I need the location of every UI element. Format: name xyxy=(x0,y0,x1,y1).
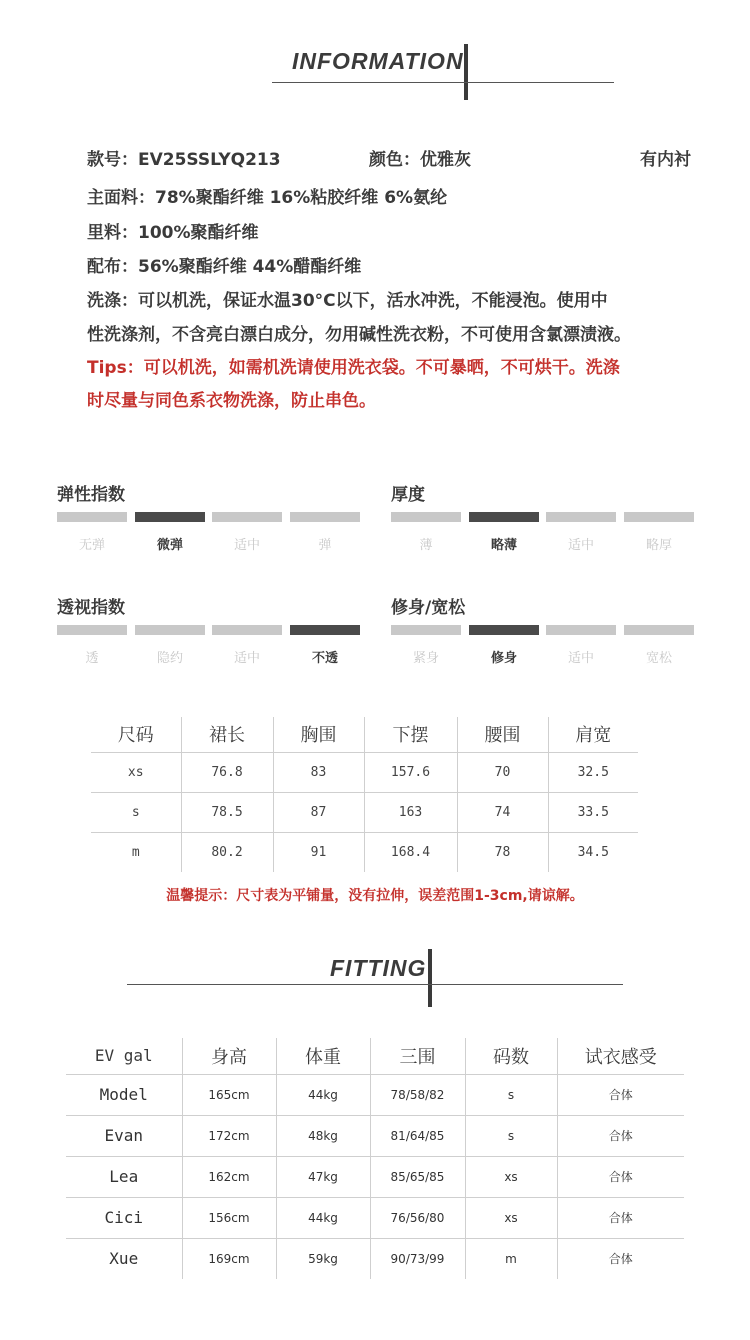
table-cell: 合体 xyxy=(557,1115,684,1156)
meter-label: 紧身 xyxy=(412,651,439,666)
main-fabric: 主面料：78%聚酯纤维 16%粘胶纤维 6%氨纶 xyxy=(87,188,448,208)
meter-segment xyxy=(624,512,694,522)
fitting-table xyxy=(66,1038,684,1279)
table-cell: 33.5 xyxy=(548,792,638,832)
column-header: 肩宽 xyxy=(548,717,638,752)
column-header: 尺码 xyxy=(91,717,181,752)
table-cell: 合体 xyxy=(557,1156,684,1197)
table-cell: 70 xyxy=(457,752,548,792)
trim-fabric: 配布：56%聚酯纤维 44%醋酯纤维 xyxy=(87,257,362,277)
column-header: 身高 xyxy=(182,1038,276,1074)
table-cell: m xyxy=(465,1238,557,1279)
column-header: 胸围 xyxy=(273,717,364,752)
lining-fabric: 里料：100%聚酯纤维 xyxy=(87,223,259,243)
meter-label: 修身 xyxy=(490,651,517,666)
table-cell: s xyxy=(465,1074,557,1115)
meter-label: 无弹 xyxy=(78,538,105,553)
column-header: 下摆 xyxy=(364,717,457,752)
table-row xyxy=(91,792,638,832)
meter-title: 弹性指数 xyxy=(57,485,125,505)
table-cell: 47kg xyxy=(276,1156,370,1197)
lining-flag: 有内衬 xyxy=(640,150,691,170)
table-cell: 78 xyxy=(457,832,548,872)
table-cell: 87 xyxy=(273,792,364,832)
table-row xyxy=(66,1156,684,1197)
table-cell: 合体 xyxy=(557,1238,684,1279)
meter-label: 微弹 xyxy=(156,538,183,553)
title-accent-bar xyxy=(464,44,468,100)
meter-segment xyxy=(546,512,616,522)
table-cell: 165cm xyxy=(182,1074,276,1115)
table-cell: m xyxy=(131,844,140,860)
meter-segment xyxy=(391,512,461,522)
meter-label: 宽松 xyxy=(645,651,672,666)
meter-label: 薄 xyxy=(419,538,433,553)
table-row xyxy=(66,1197,684,1238)
meter-title: 透视指数 xyxy=(57,598,125,618)
meter-segment xyxy=(546,625,616,635)
tips-line1: Tips：可以机洗，如需机洗请使用洗衣袋。不可暴晒，不可烘干。洗涤 xyxy=(87,358,620,378)
meter-title: 修身/宽松 xyxy=(391,598,466,618)
table-row xyxy=(66,1074,684,1115)
table-cell: 59kg xyxy=(276,1238,370,1279)
table-cell: 168.4 xyxy=(364,832,457,872)
meter-segment xyxy=(57,625,127,635)
table-cell: 32.5 xyxy=(548,752,638,792)
table-cell: 157.6 xyxy=(364,752,457,792)
meter-segment xyxy=(469,625,539,635)
meter-group xyxy=(57,480,367,570)
table-cell: 76.8 xyxy=(181,752,273,792)
table-cell: 48kg xyxy=(276,1115,370,1156)
meter-bar-track xyxy=(57,512,367,522)
meter-group xyxy=(57,593,367,683)
wash-instructions-line1: 洗涤：可以机洗，保证水温30°C以下，活水冲洗，不能浸泡。使用中 xyxy=(87,291,608,311)
table-cell: 44kg xyxy=(276,1074,370,1115)
table-cell: 34.5 xyxy=(548,832,638,872)
meter-label: 适中 xyxy=(233,538,260,553)
meter-segment xyxy=(57,512,127,522)
table-cell: 156cm xyxy=(182,1197,276,1238)
meter-segment xyxy=(212,512,282,522)
meter-segment xyxy=(290,512,360,522)
table-cell: 78.5 xyxy=(181,792,273,832)
meter-label: 透 xyxy=(85,651,99,666)
meter-label: 略厚 xyxy=(645,538,672,553)
table-cell: 90/73/99 xyxy=(370,1238,465,1279)
table-cell: 81/64/85 xyxy=(370,1115,465,1156)
meter-bar-track xyxy=(391,625,701,635)
column-header: 三围 xyxy=(370,1038,465,1074)
meter-group xyxy=(391,480,701,570)
table-cell: 合体 xyxy=(557,1197,684,1238)
meter-segment xyxy=(135,512,205,522)
information-title: INFORMATION xyxy=(292,48,464,74)
column-header: 体重 xyxy=(276,1038,370,1074)
fitting-table-header xyxy=(66,1038,684,1074)
fitting-header xyxy=(0,945,750,1005)
title-underline xyxy=(127,984,623,985)
table-cell: 76/56/80 xyxy=(370,1197,465,1238)
table-cell: 91 xyxy=(273,832,364,872)
meter-segment xyxy=(135,625,205,635)
meter-bar-track xyxy=(391,512,701,522)
size-table-header xyxy=(91,717,638,752)
tips-line2: 时尽量与同色系衣物洗涤，防止串色。 xyxy=(87,391,376,411)
fitting-title: FITTING xyxy=(330,955,427,981)
table-cell: Model xyxy=(66,1074,182,1115)
table-cell: Evan xyxy=(66,1115,182,1156)
size-note: 温馨提示：尺寸表为平铺量，没有拉伸，误差范围1-3cm,请谅解。 xyxy=(166,888,584,904)
table-cell: xs xyxy=(465,1197,557,1238)
column-header: 码数 xyxy=(465,1038,557,1074)
meter-label: 弹 xyxy=(318,538,332,553)
meter-label: 适中 xyxy=(233,651,260,666)
meter-label: 不透 xyxy=(311,651,338,666)
title-accent-bar xyxy=(428,949,432,1007)
meter-segment xyxy=(624,625,694,635)
table-cell: Xue xyxy=(109,1249,139,1269)
table-cell: 85/65/85 xyxy=(370,1156,465,1197)
table-cell: 78/58/82 xyxy=(370,1074,465,1115)
table-cell: 合体 xyxy=(557,1074,684,1115)
column-header: 腰围 xyxy=(457,717,548,752)
table-cell: 172cm xyxy=(182,1115,276,1156)
column-header: 试衣感受 xyxy=(557,1038,684,1074)
meter-label: 隐约 xyxy=(156,651,183,666)
meter-group xyxy=(391,593,701,683)
table-cell: 83 xyxy=(273,752,364,792)
table-cell: 80.2 xyxy=(181,832,273,872)
meter-segment xyxy=(212,625,282,635)
table-row xyxy=(66,1115,684,1156)
meter-label: 适中 xyxy=(567,651,594,666)
table-cell: 169cm xyxy=(182,1238,276,1279)
table-cell: 163 xyxy=(364,792,457,832)
column-header: 裙长 xyxy=(181,717,273,752)
table-cell: 74 xyxy=(457,792,548,832)
table-cell: Lea xyxy=(66,1156,182,1197)
table-cell: xs xyxy=(91,752,181,792)
table-row xyxy=(66,1238,684,1279)
meter-title: 厚度 xyxy=(391,485,425,505)
style-number: 款号：EV25SSLYQ213 xyxy=(87,150,281,170)
size-table xyxy=(91,717,638,872)
table-row xyxy=(91,752,638,792)
table-cell: xs xyxy=(465,1156,557,1197)
table-cell: s xyxy=(91,792,181,832)
meter-label: 略薄 xyxy=(490,538,517,553)
wash-instructions-line2: 性洗涤剂，不含亮白漂白成分，勿用碱性洗衣粉，不可使用含氯漂渍液。 xyxy=(87,325,631,345)
meter-label: 适中 xyxy=(567,538,594,553)
meter-segment xyxy=(290,625,360,635)
table-cell: Cici xyxy=(66,1197,182,1238)
column-header: EV gal xyxy=(66,1038,182,1074)
table-cell: 44kg xyxy=(276,1197,370,1238)
table-cell: 162cm xyxy=(182,1156,276,1197)
meter-segment xyxy=(391,625,461,635)
meter-segment xyxy=(469,512,539,522)
title-underline xyxy=(272,82,614,83)
meter-bar-track xyxy=(57,625,367,635)
information-header xyxy=(0,40,750,100)
color-name: 颜色：优雅灰 xyxy=(369,150,471,170)
table-row xyxy=(91,832,638,872)
table-cell: s xyxy=(465,1115,557,1156)
